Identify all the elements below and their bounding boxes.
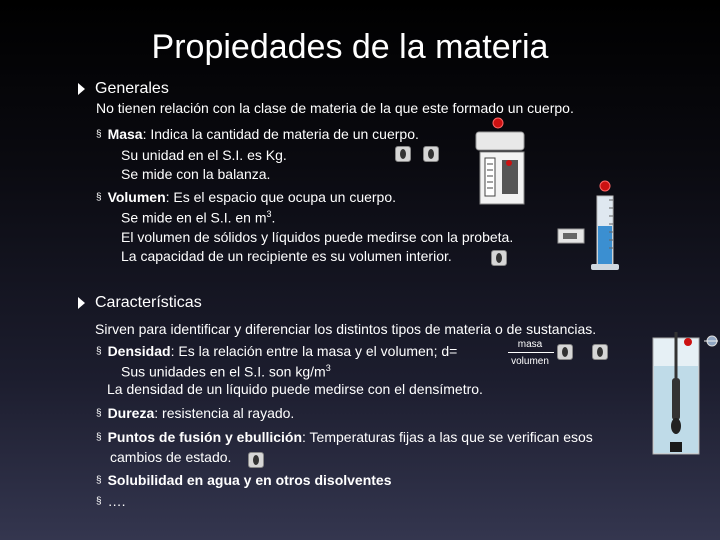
volumen-term: Volumen [107,189,166,205]
masa-term: Masa [107,126,143,142]
density-fraction-numerator: masa [517,339,543,350]
densidad-measure: La densidad de un líquido puede medirse con el densímetro. [107,381,483,397]
square-bullet-icon: § [96,346,102,357]
masa-desc: : Indica la cantidad de materia de un cuerpo. [142,126,419,142]
volumen-item [96,189,396,205]
masa-measure: Se mide con la balanza. [121,166,271,182]
balance-scale-icon [472,116,532,206]
probeta-small-icon [557,227,585,245]
puntos-item [96,429,593,445]
square-bullet-icon: § [96,408,102,419]
densidad-term: Densidad [107,343,171,359]
info-button-icon[interactable] [592,344,608,360]
dureza-desc: : resistencia al rayado. [154,405,295,421]
generales-heading: Generales [78,80,169,98]
volumen-capacity: La capacidad de un recipiente es su volumen interior. [121,248,452,264]
info-button-icon[interactable] [557,344,573,360]
more-item: § …. [96,493,126,509]
density-fraction-denominator: volumen [511,356,549,367]
square-bullet-icon: § [96,192,102,203]
graduated-cylinder-icon [585,178,625,274]
densimeter-icon [652,326,720,456]
solubilidad-item [96,472,392,488]
caracteristicas-intro: Sirven para identificar y diferenciar los distintos tipos de materia o de sustancias. [95,321,597,337]
square-bullet-icon: § [96,129,102,140]
densidad-desc: : Es la relación entre la masa y el volumen; d= [170,343,458,359]
square-bullet-icon: § [96,432,102,443]
volumen-measure: El volumen de sólidos y líquidos puede medirse con la probeta. [121,229,514,245]
density-fraction-bar [508,352,554,353]
triangle-bullet-icon [78,83,85,95]
square-bullet-icon: § [96,496,102,507]
masa-unit: Su unidad en el S.I. es Kg. [121,147,287,163]
puntos-term: Puntos de fusión y ebullición [107,429,303,445]
solubilidad-term: Solubilidad en agua y en otros disolventes [107,472,392,488]
puntos-desc-continued: cambios de estado. [110,449,232,465]
triangle-bullet-icon [78,297,85,309]
densidad-unit: Sus unidades en el S.I. son $kg/m^3$ [121,363,331,380]
volumen-desc: : Es el espacio que ocupa un cuerpo. [165,189,397,205]
densidad-item [96,343,457,359]
caracteristicas-heading: Características [78,294,202,312]
generales-intro: No tienen relación con la clase de materia de la que este formado un cuerpo. [96,100,574,116]
dureza-item [96,405,294,421]
info-button-icon[interactable] [248,452,264,468]
masa-item [96,126,419,142]
info-button-icon[interactable] [423,146,439,162]
info-button-icon[interactable] [395,146,411,162]
square-bullet-icon: § [96,475,102,486]
dureza-term: Dureza [107,405,155,421]
info-button-icon[interactable] [491,250,507,266]
puntos-desc: : Temperaturas fijas a las que se verifican esos [302,429,593,445]
page-title: Propiedades de la materia [151,28,549,66]
volumen-unit: Se mide en el S.I. en $m^3$. [121,209,276,226]
